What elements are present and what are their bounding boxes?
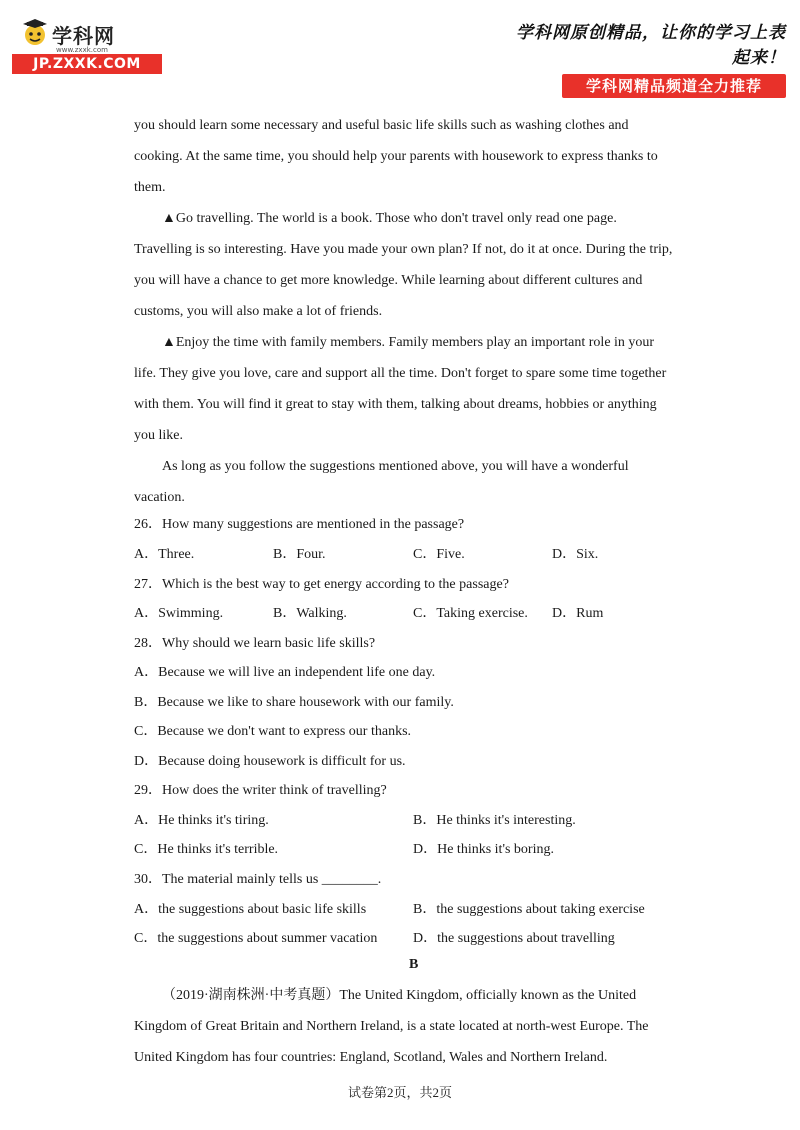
q26-option-a: A．Three. [134,547,195,562]
slogan-bar: 学科网精品频道全力推荐 [562,74,786,98]
q29-option-b: B．He thinks it's interesting. [413,813,576,828]
brand-url: www.zxxk.com [56,46,108,54]
page-header [0,0,800,95]
q27-option-b: B．Walking. [273,606,347,621]
section-b-label: B [409,957,419,972]
passage-paragraph-3: ▲Enjoy the time with family members. Family members play an important role in your life. They give you love, care and support all the time. Don't forget to spare some time together with them. You will find it great to stay with them, talking about dreams, hobbies or anything you like. [134,335,667,443]
q26-option-d: D．Six. [552,547,599,562]
q30-option-b: B．the suggestions about taking exercise [413,902,645,917]
passage [134,110,674,513]
brand-domain: JP.ZXXK.COM [12,54,162,74]
question-30: 30．The material mainly tells us ________. [134,872,382,887]
slogan-calligraphy: 学科网原创精品，让你的学习上表起来！ [516,23,786,68]
mascot-icon [20,18,50,48]
question-26: 26．How many suggestions are mentioned in the passage? [134,517,465,532]
zxxk-logo [12,14,162,74]
q28-option-c: C．Because we don't want to express our thanks. [134,724,412,739]
q30-option-d: D．the suggestions about travelling [413,931,615,946]
q29-option-c: C．He thinks it's terrible. [134,842,279,857]
q30-option-a: A．the suggestions about basic life skills [134,902,367,917]
q28-option-a: A．Because we will live an independent life one day. [134,665,436,680]
q27-option-a: A．Swimming. [134,606,224,621]
header-slogan [516,18,786,98]
q27-option-d: D．Rum [552,606,604,621]
passage-paragraph-4: As long as you follow the suggestions mentioned above, you will have a wonderful vacation. [134,459,629,505]
q26-option-b: B．Four. [273,547,326,562]
q29-option-d: D．He thinks it's boring. [413,842,554,857]
q28-option-d: D．Because doing housework is difficult for us. [134,754,406,769]
q26-option-c: C．Five. [413,547,465,562]
passage-paragraph-2: ▲Go travelling. The world is a book. Those who don't travel only read one page. Travelling is so interesting. Have you made your own plan? If not, do it at once. During the trip, you will have a chance to get more knowledge. While learning about different cultures and customs, you will also make a lot of friends. [134,211,673,319]
passage-paragraph-1: you should learn some necessary and useful basic life skills such as washing clothes and cooking. At the same time, you should help your parents with housework to express thanks to them. [134,118,658,195]
brand-name: 学科网 [52,24,115,48]
section-b-intro: （2019·湖南株洲·中考真题）The United Kingdom, officially known as the United Kingdom of Great Britain and Northern Ireland, is a state located at north-west Europe. The United Kingdom has four countries: England, Scotland, Wales and Northern Ireland. [134,988,649,1065]
q27-option-c: C．Taking exercise. [413,606,528,621]
q29-option-a: A．He thinks it's tiring. [134,813,269,828]
q28-option-b: B．Because we like to share housework with our family. [134,695,454,710]
q30-option-c: C．the suggestions about summer vacation [134,931,378,946]
question-29: 29．How does the writer think of travelling? [134,783,387,798]
question-27: 27．Which is the best way to get energy according to the passage? [134,577,509,592]
question-28: 28．Why should we learn basic life skills? [134,636,376,651]
page-footer: 试卷第2页，共2页 [347,1085,452,1100]
